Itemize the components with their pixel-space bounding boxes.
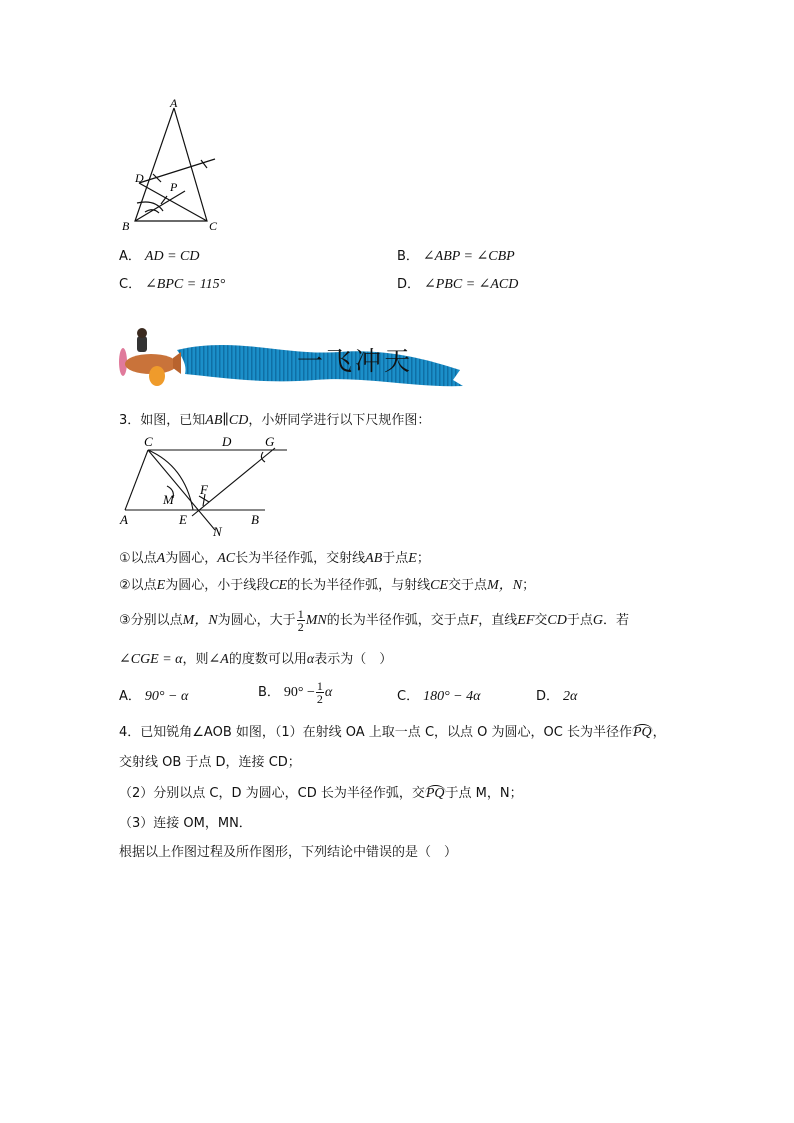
q3-label-f: F <box>200 482 208 497</box>
option-expr: ∠ABP = ∠CBP <box>422 249 515 264</box>
option-expr: ∠PBC = ∠ACD <box>424 277 519 292</box>
q3-step-1: ①以点A为圆心，AC长为半径作弧，交射线AB于点E； <box>119 551 430 566</box>
q3-label-g: G <box>265 434 275 449</box>
q4-line-2: 交射线 OB 于点 D，连接 CD； <box>119 755 301 770</box>
option-key: D． <box>397 277 421 292</box>
q3-option-b[interactable]: B． 90° − $\frac{1}{2}$ α <box>258 679 333 706</box>
q2-option-a[interactable] <box>119 245 199 265</box>
q3-figure <box>115 432 290 542</box>
q2-triangle-figure <box>115 95 225 235</box>
q3-intro: 3．如图，已知AB∥CD，小妍同学进行以下尺规作图： <box>119 413 431 428</box>
option-expr: ∠BPC = 115° <box>145 277 226 292</box>
q3-label-c: C <box>144 434 153 449</box>
q4-line-4: （3）连接 OM，MN． <box>119 816 252 831</box>
q3-label-a: A <box>120 512 128 527</box>
q3-fraction: $\frac{1}{2}$ <box>297 607 304 634</box>
q4-line-5: 根据以上作图过程及所作图形，下列结论中错误的是（ ） <box>119 845 458 860</box>
q3-step-3: ③分别以点M，N为圆心，大于 $\frac{1}{2}$ MN的长为半径作弧，交于点F，直线EF交CD于点G．若 <box>119 607 630 634</box>
q2-option-c[interactable] <box>119 273 225 293</box>
banner-airplane-ribbon <box>115 322 470 397</box>
option-key: B． <box>397 249 419 264</box>
q3-option-c[interactable]: C． 180° − 4α <box>397 689 481 704</box>
banner-title: 一飞冲天 <box>297 347 414 377</box>
q2-label-a: A <box>170 96 178 110</box>
q3-step-3b: ∠CGE = α，则∠A的度数可以用α表示为（ ） <box>119 652 393 667</box>
q3-label-m: M <box>163 492 174 507</box>
q3-option-b-fraction: $\frac{1}{2}$ <box>316 679 323 706</box>
option-key: C． <box>119 277 142 292</box>
q3-label-n: N <box>213 524 222 539</box>
q2-option-d[interactable] <box>397 273 518 293</box>
option-expr: AD = CD <box>144 249 200 264</box>
q2-option-b[interactable] <box>397 245 515 265</box>
arc-pq-symbol: PQ <box>425 786 445 801</box>
q4-line-1: 4．已知锐角∠AOB 如图，（1）在射线 OA 上取一点 C，以点 O 为圆心，OC 长为半径作PQ， <box>119 725 666 740</box>
q3-label-b: B <box>251 512 259 527</box>
arc-pq-symbol: PQ <box>632 725 652 740</box>
q2-label-c: C <box>209 219 218 233</box>
q2-label-p: P <box>170 180 178 194</box>
q3-step-2: ②以点E为圆心，小于线段CE的长为半径作弧，与射线CE交于点M，N； <box>119 578 536 593</box>
q3-option-a[interactable]: A． 90° − α <box>119 689 189 704</box>
q2-label-d: D <box>135 171 144 185</box>
airplane-icon <box>119 328 181 386</box>
q3-label-e: E <box>179 512 187 527</box>
q3-label-d: D <box>222 434 232 449</box>
q4-line-3: （2）分别以点 C，D 为圆心，CD 长为半径作弧，交PQ于点 M，N； <box>119 786 523 801</box>
option-key: A． <box>119 249 141 264</box>
q3-option-d[interactable]: D． 2α <box>536 689 578 704</box>
q2-label-b: B <box>122 219 130 233</box>
q3-intro-math: AB∥CD <box>205 413 249 428</box>
